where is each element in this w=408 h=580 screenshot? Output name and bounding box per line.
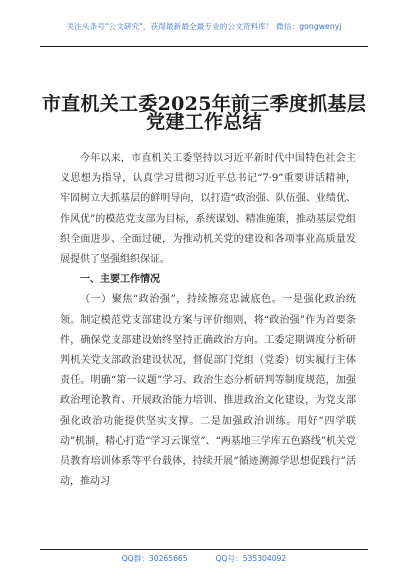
- footer-contact: [0, 553, 408, 564]
- footer-qq-number: QQ号：535304092: [215, 554, 287, 563]
- document-title-line-1: 市直机关工委2025年前三季度抓基层: [41, 93, 367, 115]
- header-divider: [40, 46, 368, 47]
- header-promo-note: 关注头条号"公文研究"，获得最新最全最专业的公文资料库！ 微信：gongwenyj: [66, 22, 342, 31]
- document-body: [60, 149, 356, 492]
- intro-paragraph: 今年以来，市直机关工委坚持以习近平新时代中国特色社会主义思想为指导，认真学习贯彻习近平总书记“7·9”重要讲话精神，牢固树立大抓基层的鲜明导向，以打造“政治强、队伍强、业绩优、作风优”的模范党支部为目标，系统谋划、精准施策，推动基层党组织全面进步、全面过硬，为推动机关党的建设和各项事业高质量发展提供了坚强组织保证。: [60, 153, 356, 266]
- document-title-line-2: 党建工作总结: [146, 111, 262, 133]
- section-paragraph: （一）聚焦“政治强”，持续擦亮忠诚底色。一是强化政治统领。制定模范党支部建设方案与评价细则，将“政治强”作为首要条件，确保党支部建设始终坚持正确政治方向。工委定期调度分析研判机关党支部政治建设状况，督促部门党组（党委）切实履行主体责任。明确“第一议题”学习、政治生态分析研判等制度规范，加强政治理论教育、开展政治能力培训、推进政治文化建设，为党支部强化政治功能提供坚实支撑。二是加强政治训练。用好“四学联动”机制，精心打造“学习云课堂”、“两基地三学库五色路线”机关党员教育培训体系等平台载体，持续开展“循迹溯源学思想促践行”活动，推动习: [60, 294, 356, 488]
- section-heading: 一、主要工作情况: [80, 274, 160, 286]
- footer-divider: [40, 549, 368, 550]
- footer-qq-group: QQ群：30265665: [121, 554, 188, 563]
